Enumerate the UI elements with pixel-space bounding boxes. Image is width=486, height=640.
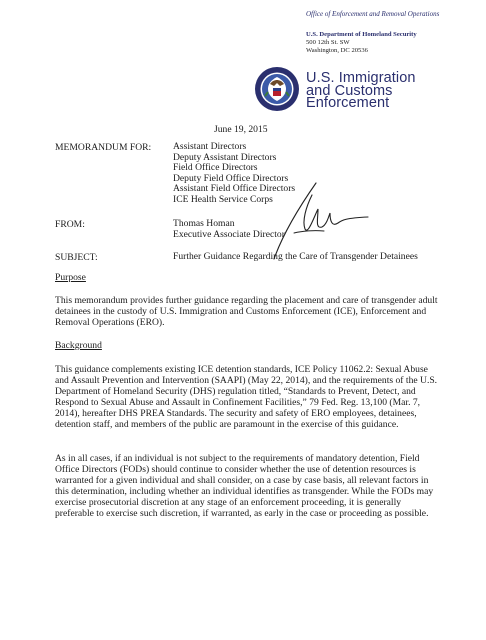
memo-for-label: MEMORANDUM FOR: bbox=[55, 142, 152, 153]
background-paragraph-2: As in all cases, if an individual is not subject to the requirements of mandatory detention, Field Office Directors (FODs) should continue to consider whether the use of detention resources is warranted for a given individual and shall consider, on a case by case basis, all relevant factors in this determination, including whether an individual identifies as transgender. While the FODs may exercise prosecutorial discretion at any stage of an enforcement proceeding, it is generally preferable to exercise such discretion, if warranted, as early in the case or proceeding as possible. bbox=[55, 453, 434, 520]
from-title: Executive Associate Director bbox=[173, 228, 285, 240]
purpose-paragraph: This memorandum provides further guidance regarding the placement and care of transgender adult detainees in the custody of U.S. Immigration and Customs Enforcement (ICE), Enforcement and Removal Operations (ERO). bbox=[55, 295, 438, 329]
dhs-seal-icon bbox=[254, 66, 300, 112]
from-label: FROM: bbox=[55, 219, 85, 230]
background-heading: Background bbox=[55, 340, 102, 351]
agency-line-3: Enforcement bbox=[306, 95, 390, 111]
address-street: 500 12th St. SW bbox=[306, 39, 350, 46]
memo-date: June 19, 2015 bbox=[214, 124, 268, 135]
recipient-item: Field Office Directors bbox=[173, 162, 258, 174]
recipient-item: Assistant Field Office Directors bbox=[173, 183, 296, 195]
recipient-item: Deputy Assistant Directors bbox=[173, 151, 277, 163]
recipient-item: Deputy Field Office Directors bbox=[173, 172, 289, 184]
recipient-item: Assistant Directors bbox=[173, 141, 247, 152]
recipient-item: ICE Health Service Corps bbox=[173, 193, 273, 205]
office-name: Office of Enforcement and Removal Operations bbox=[306, 10, 440, 18]
background-paragraph-1: This guidance complements existing ICE detention standards, ICE Policy 11062.2: Sexual Abuse and Assault Prevention and Intervention (SAAPI) (May 22, 2014), and the requirements of the U.S. Department of Homeland Security (DHS) regulation titled, “Standards to Prevent, Detect, and Respond to Sexual Abuse and Assault in Confinement Facilities,” 79 Fed. Reg. 13,100 (Mar. 7, 2014), hereafter DHS PREA Standards. The security and safety of ERO employees, detainees, detention staff, and members of the public are paramount in the exercise of this guidance. bbox=[55, 364, 438, 431]
address-block bbox=[306, 31, 417, 55]
purpose-heading: Purpose bbox=[55, 272, 86, 283]
from-name: Thomas Homan bbox=[173, 218, 235, 229]
from-block bbox=[173, 219, 285, 240]
address-city: Washington, DC 20536 bbox=[306, 47, 368, 54]
department-name: U.S. Department of Homeland Security bbox=[306, 31, 417, 38]
subject-text: Further Guidance Regarding the Care of Transgender Detainees bbox=[173, 251, 418, 262]
subject-label: SUBJECT: bbox=[55, 252, 98, 263]
agency-line-2: and Customs bbox=[306, 82, 393, 99]
agency-name bbox=[306, 72, 416, 110]
agency-line-1: U.S. Immigration bbox=[306, 70, 416, 86]
